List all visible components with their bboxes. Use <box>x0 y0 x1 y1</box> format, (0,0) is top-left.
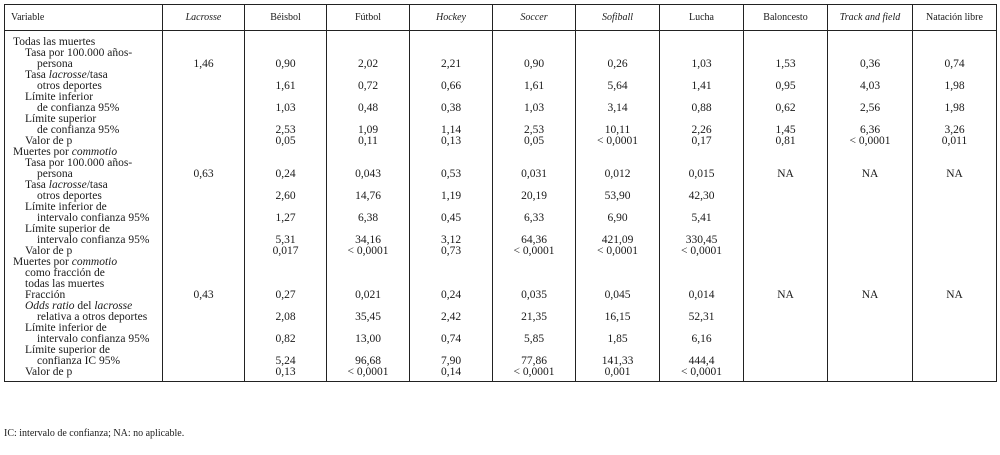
table-cell <box>744 323 828 345</box>
table-cell: 0,17 <box>660 136 744 147</box>
row-label-line: Límite inferior de <box>25 322 107 334</box>
table-cell <box>744 301 828 323</box>
table-cell: 0,90 <box>245 31 327 71</box>
table-cell <box>913 180 997 202</box>
table-cell: 5,64 <box>576 70 660 92</box>
table-cell: 0,11 <box>327 136 410 147</box>
table-row <box>5 202 997 224</box>
row-label-line: Límite inferior <box>25 91 94 103</box>
table-cell: 1,09 <box>327 114 410 136</box>
row-label-line: intervalo confianza 95% <box>37 212 150 224</box>
col-header: Sofiball <box>576 5 660 31</box>
table-cell: 0,72 <box>327 70 410 92</box>
table-cell: 2,60 <box>245 180 327 202</box>
section-title-line: todas las muertes <box>25 278 105 290</box>
row-label-line: Valor de p <box>25 135 73 147</box>
row-label-line: Tasa lacrosse/tasa <box>25 179 108 191</box>
table-cell <box>913 367 997 382</box>
table-cell: 0,012 <box>576 147 660 180</box>
row-label-line: confianza IC 95% <box>37 355 121 367</box>
table-cell: NA <box>828 147 913 180</box>
table-cell: 53,90 <box>576 180 660 202</box>
table-cell <box>163 367 245 382</box>
table-row <box>5 70 997 92</box>
table-cell: 0,53 <box>410 147 493 180</box>
table-cell <box>913 202 997 224</box>
table-cell: 0,043 <box>327 147 410 180</box>
table-cell: 3,26 <box>913 114 997 136</box>
table-cell: 1,19 <box>410 180 493 202</box>
row-label <box>5 180 163 202</box>
table-row <box>5 147 997 180</box>
table-cell: 6,16 <box>660 323 744 345</box>
table-cell: 0,63 <box>163 147 245 180</box>
row-label-line: de confianza 95% <box>37 124 120 136</box>
table-cell: 0,88 <box>660 92 744 114</box>
table-cell: 0,81 <box>744 136 828 147</box>
table-cell: 0,90 <box>493 31 576 71</box>
table-cell: 0,43 <box>163 257 245 301</box>
table-cell: 1,14 <box>410 114 493 136</box>
table-cell: 0,13 <box>410 136 493 147</box>
row-label <box>5 114 163 136</box>
table-cell: 2,08 <box>245 301 327 323</box>
table-cell: 0,017 <box>245 246 327 257</box>
col-header: Hockey <box>410 5 493 31</box>
table-cell: 3,14 <box>576 92 660 114</box>
table-cell: 0,24 <box>410 257 493 301</box>
table-cell: 330,45 <box>660 224 744 246</box>
table-cell: 1,41 <box>660 70 744 92</box>
row-label-line: relativa a otros deportes <box>37 311 148 323</box>
table-cell: < 0,0001 <box>493 367 576 382</box>
table-cell: 1,46 <box>163 31 245 71</box>
table-cell: 64,36 <box>493 224 576 246</box>
table-cell: NA <box>744 257 828 301</box>
table-cell: 0,011 <box>913 136 997 147</box>
section-title-line: como fracción de <box>25 267 105 279</box>
table-row <box>5 224 997 246</box>
table-cell <box>744 224 828 246</box>
table-cell <box>828 301 913 323</box>
table-cell: 0,035 <box>493 257 576 301</box>
table-cell: 1,98 <box>913 92 997 114</box>
table-cell: < 0,0001 <box>327 367 410 382</box>
table-cell <box>744 246 828 257</box>
table-cell: 7,90 <box>410 345 493 367</box>
table-row <box>5 323 997 345</box>
table-cell <box>163 114 245 136</box>
section-title: Muertes por commotio <box>13 256 118 268</box>
table-cell: 0,82 <box>245 323 327 345</box>
row-label-line: Límite superior <box>25 113 97 125</box>
table-cell: < 0,0001 <box>493 246 576 257</box>
table-cell <box>913 246 997 257</box>
table-cell: 2,21 <box>410 31 493 71</box>
table-cell: 0,001 <box>576 367 660 382</box>
table-cell <box>913 345 997 367</box>
table-cell: 52,31 <box>660 301 744 323</box>
table-cell: 0,014 <box>660 257 744 301</box>
row-label-line: Fracción <box>25 289 66 301</box>
table-cell: 0,045 <box>576 257 660 301</box>
table-cell: 0,24 <box>245 147 327 180</box>
table-cell: 20,19 <box>493 180 576 202</box>
section-title: Todas las muertes <box>13 36 96 48</box>
table-cell: 6,33 <box>493 202 576 224</box>
col-header: Fútbol <box>327 5 410 31</box>
table-row <box>5 367 997 382</box>
table-cell: 42,30 <box>660 180 744 202</box>
table-cell: 0,36 <box>828 31 913 71</box>
table-cell: 34,16 <box>327 224 410 246</box>
row-label <box>5 92 163 114</box>
table-cell <box>913 323 997 345</box>
row-label-line: Tasa lacrosse/tasa <box>25 69 108 81</box>
table-cell: 5,31 <box>245 224 327 246</box>
table-cell: 1,98 <box>913 70 997 92</box>
table-cell <box>163 301 245 323</box>
table-cell: 1,45 <box>744 114 828 136</box>
table-cell <box>163 202 245 224</box>
table-cell <box>163 345 245 367</box>
table-cell: 0,74 <box>410 323 493 345</box>
row-label <box>5 224 163 246</box>
section-title: Muertes por commotio <box>13 146 118 158</box>
table-cell: 21,35 <box>493 301 576 323</box>
col-header: Lacrosse <box>163 5 245 31</box>
table-cell: < 0,0001 <box>660 367 744 382</box>
table-cell: 2,56 <box>828 92 913 114</box>
row-label <box>5 31 163 71</box>
table-cell: 2,42 <box>410 301 493 323</box>
table-cell: < 0,0001 <box>660 246 744 257</box>
table-cell: < 0,0001 <box>576 136 660 147</box>
col-header: Natación libre <box>913 5 997 31</box>
table-cell: 1,03 <box>245 92 327 114</box>
table-cell <box>828 180 913 202</box>
table-cell: NA <box>913 257 997 301</box>
table-cell: 14,76 <box>327 180 410 202</box>
row-label-line: intervalo confianza 95% <box>37 234 150 246</box>
table-cell: 1,85 <box>576 323 660 345</box>
table-cell: 0,62 <box>744 92 828 114</box>
row-label <box>5 70 163 92</box>
table-cell: 1,61 <box>493 70 576 92</box>
table-cell: 0,74 <box>913 31 997 71</box>
table-cell: 96,68 <box>327 345 410 367</box>
col-header: Soccer <box>493 5 576 31</box>
table-cell <box>744 202 828 224</box>
row-label <box>5 367 163 382</box>
table-row <box>5 114 997 136</box>
table-cell <box>744 345 828 367</box>
table-row <box>5 92 997 114</box>
table-cell: 0,015 <box>660 147 744 180</box>
table-cell: 2,53 <box>245 114 327 136</box>
row-label <box>5 257 163 301</box>
table-cell: NA <box>828 257 913 301</box>
table-cell: 2,26 <box>660 114 744 136</box>
row-label-line: Odds ratio del lacrosse <box>25 300 133 312</box>
row-label-line: Valor de p <box>25 245 73 257</box>
table-cell: 0,95 <box>744 70 828 92</box>
row-label-line: otros deportes <box>37 80 102 92</box>
row-label-line: Límite superior de <box>25 223 110 235</box>
header-row <box>5 5 997 31</box>
table-cell <box>828 345 913 367</box>
table-row <box>5 345 997 367</box>
row-label-line: Límite superior de <box>25 344 110 356</box>
table-cell <box>913 224 997 246</box>
table-cell <box>163 246 245 257</box>
table-cell: 13,00 <box>327 323 410 345</box>
table-cell: 444,4 <box>660 345 744 367</box>
table-cell: 6,38 <box>327 202 410 224</box>
table-cell <box>163 224 245 246</box>
footnote: IC: intervalo de confianza; NA: no aplicable. <box>4 428 185 439</box>
table-cell: 35,45 <box>327 301 410 323</box>
table-cell: 0,021 <box>327 257 410 301</box>
row-label-line: de confianza 95% <box>37 102 120 114</box>
table-cell: 0,45 <box>410 202 493 224</box>
row-label <box>5 345 163 367</box>
table-cell: 421,09 <box>576 224 660 246</box>
table-cell: 0,13 <box>245 367 327 382</box>
table-cell: 0,26 <box>576 31 660 71</box>
table-cell: < 0,0001 <box>828 136 913 147</box>
table-cell: 1,61 <box>245 70 327 92</box>
row-label-line: intervalo confianza 95% <box>37 333 150 345</box>
table-cell <box>163 323 245 345</box>
table-cell: NA <box>744 147 828 180</box>
row-label-line: persona <box>37 58 73 70</box>
table-cell: 16,15 <box>576 301 660 323</box>
table-cell <box>163 70 245 92</box>
table-cell: 5,41 <box>660 202 744 224</box>
row-label-line: Valor de p <box>25 366 73 378</box>
table-cell: 0,05 <box>245 136 327 147</box>
table-cell: 5,24 <box>245 345 327 367</box>
row-label-line: persona <box>37 168 73 180</box>
row-label-line: Límite inferior de <box>25 201 107 213</box>
table-row <box>5 257 997 301</box>
table-cell: 0,14 <box>410 367 493 382</box>
table-cell: 1,27 <box>245 202 327 224</box>
table-container <box>4 4 996 382</box>
row-label-line: Tasa por 100.000 años- <box>25 47 133 59</box>
table-row <box>5 301 997 323</box>
table-cell: 10,11 <box>576 114 660 136</box>
table-row <box>5 180 997 202</box>
row-label <box>5 301 163 323</box>
table-cell <box>163 180 245 202</box>
table-cell: 0,73 <box>410 246 493 257</box>
table-cell: 0,66 <box>410 70 493 92</box>
table-cell <box>828 323 913 345</box>
table-cell: 0,38 <box>410 92 493 114</box>
table-cell: 0,27 <box>245 257 327 301</box>
table-cell: 4,03 <box>828 70 913 92</box>
table-cell: 2,02 <box>327 31 410 71</box>
row-label <box>5 202 163 224</box>
table-cell: 0,05 <box>493 136 576 147</box>
table-row <box>5 136 997 147</box>
table-cell: 1,03 <box>660 31 744 71</box>
table-cell: 5,85 <box>493 323 576 345</box>
table-cell: NA <box>913 147 997 180</box>
table-cell: 1,03 <box>493 92 576 114</box>
table-cell: 1,53 <box>744 31 828 71</box>
table-cell <box>828 224 913 246</box>
table-cell: 77,86 <box>493 345 576 367</box>
table-cell <box>828 367 913 382</box>
table-cell <box>913 301 997 323</box>
table-cell <box>744 367 828 382</box>
table-cell: 3,12 <box>410 224 493 246</box>
col-header: Track and field <box>828 5 913 31</box>
table-cell: 6,36 <box>828 114 913 136</box>
data-table <box>4 4 997 382</box>
col-header: Lucha <box>660 5 744 31</box>
row-label-line: otros deportes <box>37 190 102 202</box>
table-cell: < 0,0001 <box>327 246 410 257</box>
table-cell <box>163 136 245 147</box>
table-cell: 141,33 <box>576 345 660 367</box>
col-header: Baloncesto <box>744 5 828 31</box>
table-row <box>5 31 997 71</box>
row-label-line: Tasa por 100.000 años- <box>25 157 133 169</box>
table-cell: 2,53 <box>493 114 576 136</box>
table-cell: < 0,0001 <box>576 246 660 257</box>
row-label <box>5 323 163 345</box>
table-cell: 0,48 <box>327 92 410 114</box>
table-cell <box>163 92 245 114</box>
table-cell <box>744 180 828 202</box>
table-cell: 0,031 <box>493 147 576 180</box>
table-row <box>5 246 997 257</box>
col-header: Variable <box>5 5 163 31</box>
table-cell <box>828 246 913 257</box>
table-cell: 6,90 <box>576 202 660 224</box>
col-header: Béisbol <box>245 5 327 31</box>
table-cell <box>828 202 913 224</box>
row-label <box>5 147 163 180</box>
